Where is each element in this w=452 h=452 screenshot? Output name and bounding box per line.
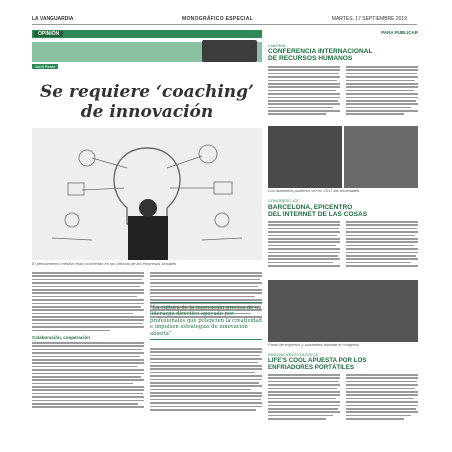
s2-text-col-2	[346, 221, 418, 268]
s3-text-col-2	[346, 374, 418, 421]
s3-title-line-2: ENFRIADORES PORTÁTILES	[268, 364, 354, 371]
s1-photo-1	[268, 126, 342, 188]
s2-title-line-1: BARCELONA, EPICENTRO	[268, 204, 353, 211]
bulb-drawing-icon	[32, 128, 262, 260]
headline-line-2: de innovación	[80, 102, 214, 122]
pull-quote: “La cultura de la innovación precisa de un liderazgo directivo apoyado por profesionales que potencien la creatividad e impulsen estrategias de innovación abierta”	[150, 302, 262, 340]
body-column-2b	[150, 348, 262, 412]
headline	[32, 82, 262, 122]
s1-text-col-1	[268, 66, 340, 117]
lightbulb-illustration	[32, 128, 262, 260]
s3-title	[268, 357, 418, 371]
headline-line-1: Se requiere ‘coaching’	[40, 82, 254, 102]
body-column-1	[32, 272, 144, 333]
opinion-bar	[32, 30, 262, 38]
s2-title-line-2: DEL INTERNET DE LAS COSAS	[268, 211, 368, 219]
section-name: MONOGRÁFICO ESPECIAL	[182, 16, 254, 22]
s1-title	[268, 48, 418, 63]
subhead: Colaboración, cooperación	[32, 335, 91, 340]
author-label: Jordi Perez	[32, 64, 58, 69]
s1-kicker: LABORAL	[268, 43, 287, 48]
s1-caption: Los asistentes pudieron ver en 2017 las novedades	[268, 188, 360, 193]
s3-kicker: INNOVACIÓN ECOLÓGICA	[268, 352, 318, 357]
right-column	[268, 30, 418, 410]
right-tag: PARA PUBLICAR	[381, 30, 418, 35]
body-column-1b	[32, 342, 144, 410]
header	[32, 16, 417, 25]
s2-caption: Panel de expertos y asistentes durante el congreso	[268, 342, 359, 347]
left-article	[32, 30, 262, 410]
s1-title-line-2: DE RECURSOS HUMANOS	[268, 55, 353, 63]
opinion-tag: OPINIÓN	[34, 31, 63, 37]
s3-title-line-1: LIFE'S COOL APUESTA POR LOS	[268, 357, 367, 364]
s3-text-col-1	[268, 374, 340, 421]
publication-name: LA VANGUARDIA	[32, 16, 74, 22]
s1-title-line-1: CONFERENCIA INTERNACIONAL	[268, 48, 373, 55]
s1-text-col-2	[346, 66, 418, 117]
author-photo	[202, 40, 257, 62]
s1-photo-2	[344, 126, 418, 188]
issue-date: MARTES, 17 SEPTIEMBRE 2019	[331, 16, 407, 22]
s2-photo	[268, 280, 418, 342]
image-caption: El pensamiento creativo está ocurriendo en las oficinas de las empresas actuales	[32, 261, 177, 266]
s2-title	[268, 204, 418, 219]
s2-text-col-1	[268, 221, 340, 268]
s2-kicker: CONGRESO IOT	[268, 198, 300, 203]
